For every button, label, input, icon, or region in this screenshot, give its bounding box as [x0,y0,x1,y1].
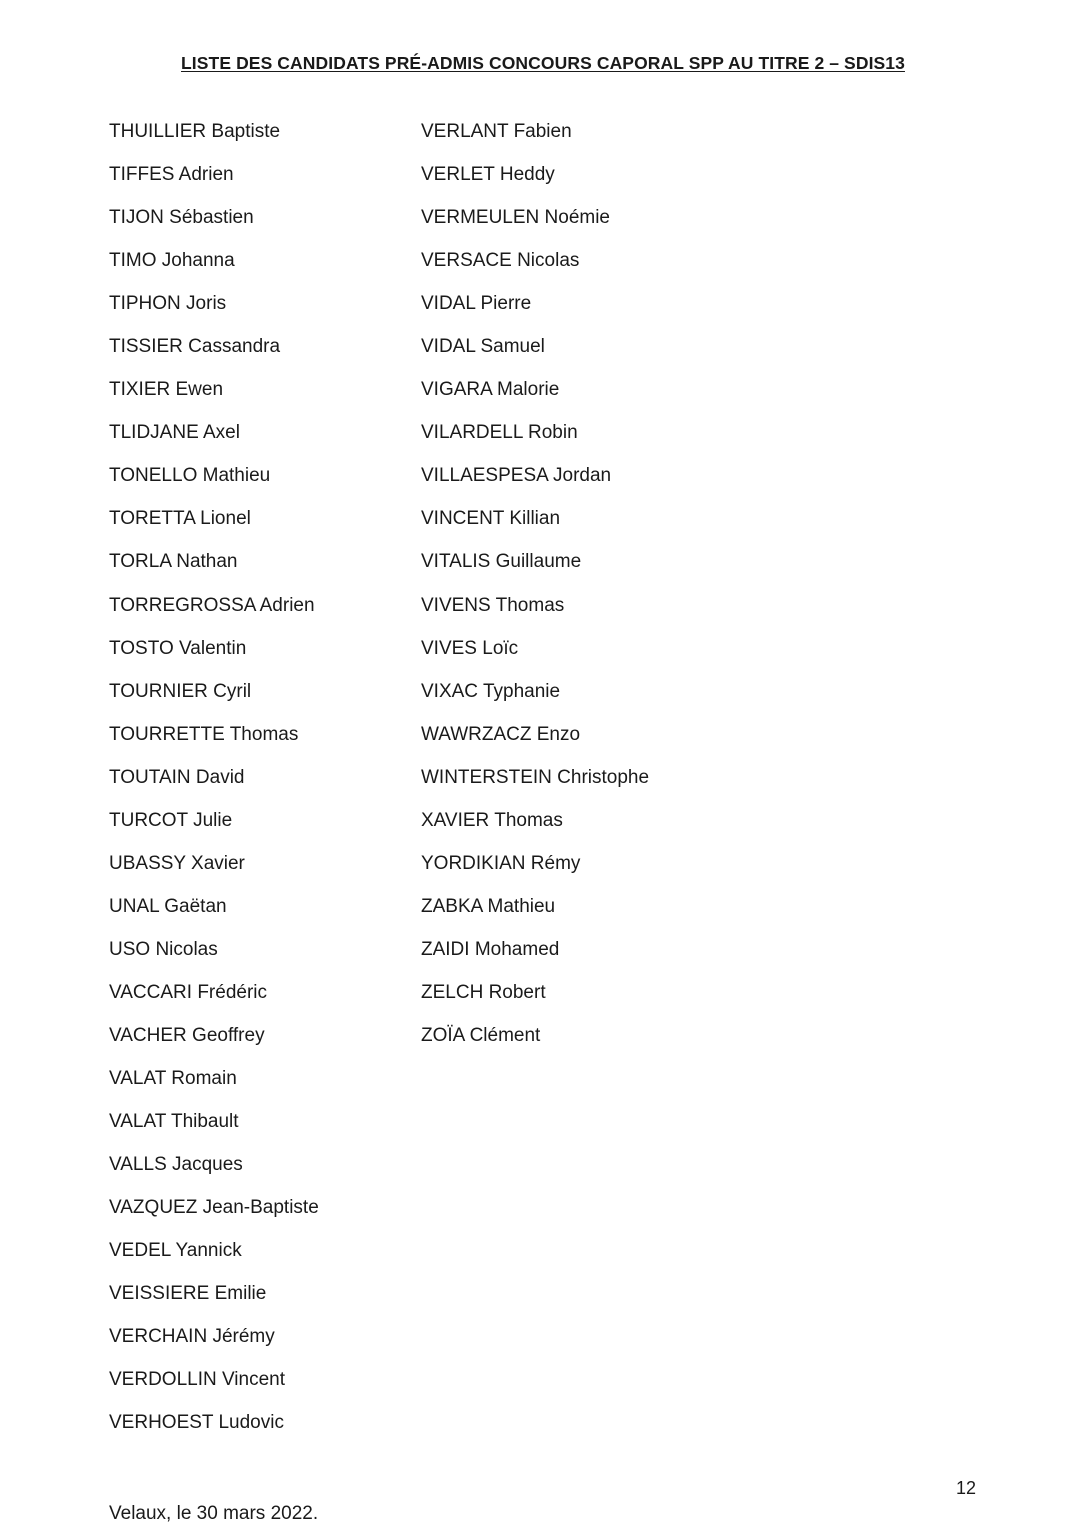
candidate-name: VIXAC Typhanie [421,680,561,702]
candidate-name: VIVENS Thomas [421,594,565,616]
candidate-name: XAVIER Thomas [421,809,563,831]
candidate-name: VERDOLLIN Vincent [109,1369,286,1391]
candidate-name: TOSTO Valentin [109,637,247,659]
candidate-name: VALAT Romain [109,1068,237,1090]
candidate-name: TIPHON Joris [109,293,227,315]
candidate-name: VITALIS Guillaume [421,551,582,573]
candidate-name: TORREGROSSA Adrien [109,594,315,616]
candidate-name: VILARDELL Robin [421,422,578,444]
candidate-name: VERLANT Fabien [421,121,572,142]
candidate-name: VALLS Jacques [109,1154,243,1176]
candidate-name: WINTERSTEIN Christophe [421,766,650,788]
candidate-name: VEISSIERE Emilie [109,1283,267,1305]
candidate-name: VIVES Loïc [421,637,519,659]
candidate-name: VIGARA Malorie [421,379,560,401]
candidate-name: TIJON Sébastien [109,207,254,229]
candidate-name: VERCHAIN Jérémy [109,1326,275,1348]
candidate-name: VERSACE Nicolas [421,250,580,272]
candidate-name: TORLA Nathan [109,551,238,573]
page-title: LISTE DES CANDIDATS PRÉ-ADMIS CONCOURS CAPORAL SPP AU TITRE 2 – SDIS13 [181,53,905,73]
candidate-name: VAZQUEZ Jean-Baptiste [109,1197,319,1219]
candidate-name: VALAT Thibault [109,1111,239,1133]
candidate-name: TURCOT Julie [109,809,233,831]
candidate-name: VACCARI Frédéric [109,981,268,1003]
candidate-name: VEDEL Yannick [109,1240,242,1262]
candidate-name: UBASSY Xavier [109,852,245,874]
candidate-name: VERHOEST Ludovic [109,1412,284,1434]
footer-date: Velaux, le 30 mars 2022. [109,1503,319,1524]
candidate-name: VACHER Geoffrey [109,1024,265,1046]
candidate-name: VINCENT Killian [421,508,561,530]
candidate-name: TOURRETTE Thomas [109,723,299,745]
candidate-name: ZOÏA Clément [421,1024,541,1046]
candidate-name: USO Nicolas [109,938,218,960]
candidate-name: VERLET Heddy [421,164,555,186]
candidate-name: VIDAL Samuel [421,336,545,358]
candidate-name: THUILLIER Baptiste [109,121,281,142]
candidate-list-right [421,117,649,1064]
candidate-name: VILLAESPESA Jordan [421,465,612,487]
candidate-name: TLIDJANE Axel [109,422,240,444]
candidate-name: VERMEULEN Noémie [421,207,610,229]
candidate-name: TIFFES Adrien [109,164,234,186]
candidate-name: TIXIER Ewen [109,379,224,401]
candidate-list-left [109,117,319,1451]
candidate-name: YORDIKIAN Rémy [421,852,581,874]
candidate-name: TOURNIER Cyril [109,680,252,702]
candidate-name: WAWRZACZ Enzo [421,723,581,745]
candidate-name: ZELCH Robert [421,981,546,1003]
candidate-name: UNAL Gaëtan [109,895,227,917]
candidate-name: TIMO Johanna [109,250,235,272]
candidate-name: VIDAL Pierre [421,293,532,315]
candidate-name: ZABKA Mathieu [421,895,556,917]
candidate-name: TOUTAIN David [109,766,245,788]
page-number: 12 [956,1478,977,1498]
candidate-name: TISSIER Cassandra [109,336,281,358]
candidate-name: TONELLO Mathieu [109,465,271,487]
candidate-name: ZAIDI Mohamed [421,938,560,960]
candidate-name: TORETTA Lionel [109,508,251,530]
